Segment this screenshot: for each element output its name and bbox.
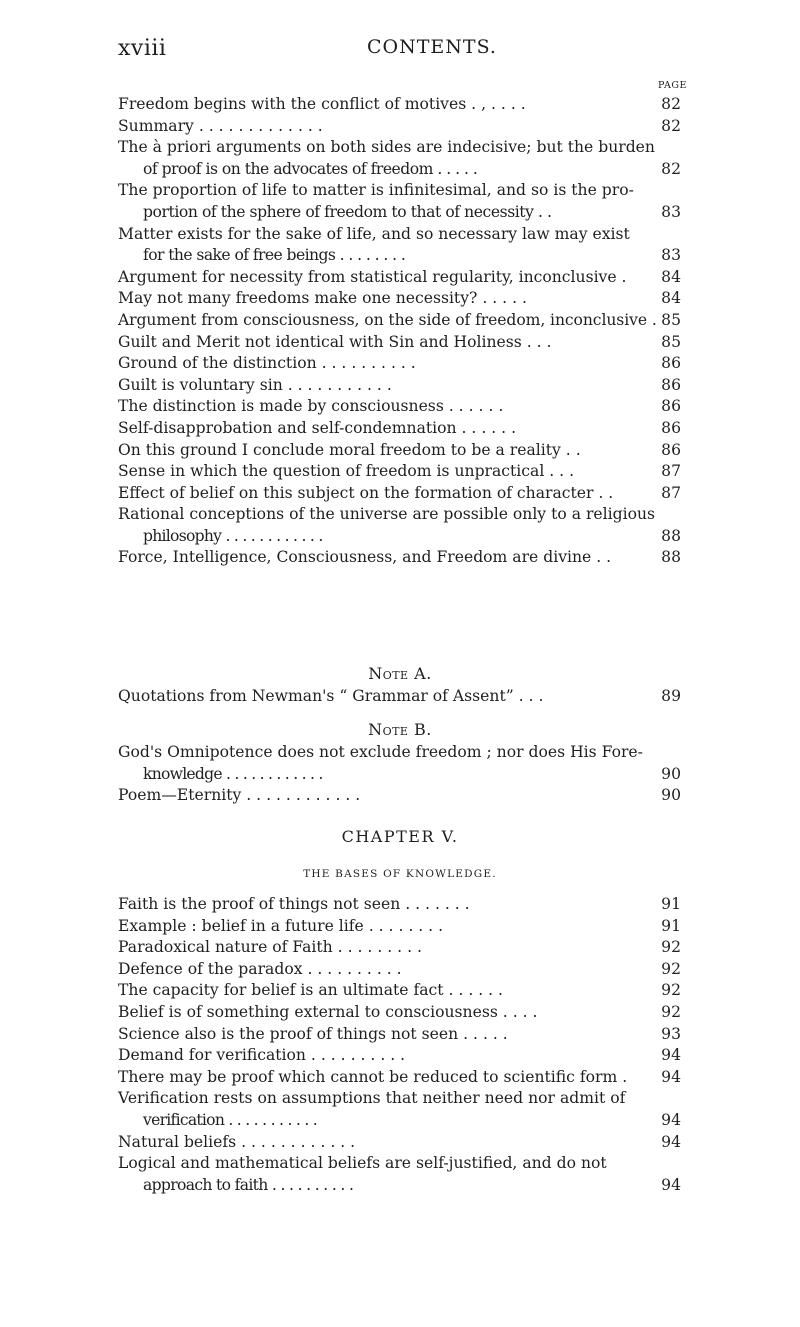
toc-entry [118, 1067, 681, 1089]
toc-page-number: 86 [661, 375, 681, 394]
toc-entry-text: Demand for verification . . . . . . . . . . [118, 1046, 406, 1065]
toc-entry [118, 937, 681, 959]
toc-entry [118, 461, 681, 483]
toc-page-number: 82 [661, 116, 681, 135]
toc-page-number: 94 [661, 1046, 681, 1065]
toc-entry-text: May not many freedoms make one necessity? . . . . . [118, 289, 527, 308]
toc-entry [118, 1002, 681, 1024]
toc-page-number: 91 [661, 895, 681, 913]
toc-entry [118, 375, 681, 397]
toc-entry-text: Logical and mathematical beliefs are self-justified, and do not [118, 1154, 607, 1173]
chapter-title: CHAPTER V. [341, 827, 459, 846]
toc-page-number: 83 [661, 246, 681, 265]
toc-entry-text: Self-disapprobation and self-condemnation . . . . . . [118, 418, 517, 437]
toc-page-number: 94 [661, 1067, 681, 1086]
toc-section-2 [118, 894, 681, 1196]
toc-section-1 [118, 94, 681, 569]
toc-entry-text: Effect of belief on this subject on the formation of character . . [118, 483, 614, 502]
toc-entry [118, 916, 681, 938]
toc-entry [118, 224, 681, 267]
toc-entry [118, 785, 681, 807]
toc-entry [118, 1045, 681, 1067]
note-b-list [118, 742, 681, 807]
toc-page-number: 85 [661, 332, 681, 351]
toc-page-number: 82 [661, 159, 681, 178]
toc-entry-continuation: of proof is on the advocates of freedom . . . . . [143, 159, 478, 178]
toc-entry [118, 332, 681, 354]
toc-page-number: 91 [661, 916, 681, 935]
toc-page-number: 84 [661, 289, 681, 308]
toc-entry-text: Rational conceptions of the universe are possible only to a religious [118, 505, 656, 524]
toc-entry-continuation: for the sake of free beings . . . . . . . . [143, 246, 406, 265]
toc-entry [118, 1024, 681, 1046]
toc-entry-text: Freedom begins with the conflict of motives . , . . . . [118, 95, 526, 113]
toc-entry-continuation: verification . . . . . . . . . . . [143, 1110, 318, 1129]
toc-entry [118, 310, 681, 332]
toc-page-number: 83 [661, 202, 681, 221]
toc-page-number: 86 [661, 418, 681, 437]
toc-entry [118, 353, 681, 375]
toc-entry-text: The capacity for belief is an ultimate fact . . . . . . [118, 981, 504, 1000]
toc-entry [118, 94, 681, 116]
toc-page-number: 90 [661, 764, 681, 783]
page-column-label: PAGE [658, 80, 687, 91]
chapter-subtitle: THE BASES OF KNOWLEDGE. [303, 868, 497, 880]
toc-entry [118, 396, 681, 418]
toc-entry-text: God's Omnipotence does not exclude freedom ; nor does His Fore- [118, 743, 643, 761]
toc-entry-text: Paradoxical nature of Faith . . . . . . . . . [118, 938, 422, 957]
toc-page-number: 89 [661, 687, 681, 705]
toc-entry-text: The distinction is made by consciousness . . . . . . [118, 397, 504, 416]
toc-entry [118, 1132, 681, 1154]
toc-page-number: 87 [661, 462, 681, 481]
toc-page-number: 88 [661, 548, 681, 567]
toc-entry [118, 137, 681, 180]
toc-entry-text: Ground of the distinction . . . . . . . . . . [118, 354, 416, 373]
toc-entry-text: Defence of the paradox . . . . . . . . . . [118, 959, 402, 978]
toc-page-number: 92 [661, 981, 681, 1000]
toc-page-number: 86 [661, 354, 681, 373]
toc-page-number: 84 [661, 267, 681, 286]
toc-entry-text: Argument for necessity from statistical regularity, inconclusive . [118, 267, 627, 286]
toc-entry [118, 418, 681, 440]
toc-entry [118, 1153, 681, 1196]
toc-entry-text: Argument from consciousness, on the side of freedom, inconclusive . [118, 310, 657, 329]
toc-entry-text: There may be proof which cannot be reduced to scientific form . [118, 1067, 628, 1086]
toc-page-number: 86 [661, 440, 681, 459]
toc-entry [118, 504, 681, 547]
toc-entry-text: Summary . . . . . . . . . . . . . [118, 116, 323, 135]
toc-page-number: 85 [661, 310, 681, 329]
toc-entry [118, 980, 681, 1002]
note-a-list [118, 686, 681, 708]
toc-entry-text: Faith is the proof of things not seen . . . . . . . [118, 895, 470, 913]
note-b-heading: Note B. [368, 720, 432, 739]
toc-page-number: 93 [661, 1024, 681, 1043]
toc-entry-text: The à priori arguments on both sides are indecisive; but the burden [118, 138, 655, 157]
toc-entry [118, 742, 681, 785]
toc-entry [118, 180, 681, 223]
toc-page-number: 94 [661, 1110, 681, 1129]
toc-page-number: 92 [661, 1002, 681, 1021]
toc-entry-text: Quotations from Newman's “ Grammar of Assent” . . . [118, 687, 544, 705]
toc-entry-text: Science also is the proof of things not seen . . . . . [118, 1024, 508, 1043]
toc-entry-continuation: portion of the sphere of freedom to that of necessity . . [143, 202, 552, 221]
toc-entry-text: On this ground I conclude moral freedom to be a reality . . [118, 440, 581, 459]
toc-page-number: 87 [661, 483, 681, 502]
toc-entry [118, 686, 681, 708]
toc-entry-continuation: knowledge . . . . . . . . . . . . [143, 764, 323, 783]
toc-entry [118, 894, 681, 916]
toc-entry-text: Belief is of something external to consciousness . . . . [118, 1002, 538, 1021]
toc-entry-text: Sense in which the question of freedom is unpractical . . . [118, 462, 575, 481]
toc-page-number: 88 [661, 526, 681, 545]
toc-entry [118, 547, 681, 569]
toc-page-number: 92 [661, 938, 681, 957]
toc-entry-text: Guilt is voluntary sin . . . . . . . . . . . [118, 375, 392, 394]
toc-entry [118, 440, 681, 462]
toc-page-number: 86 [661, 397, 681, 416]
toc-entry [118, 959, 681, 981]
page-number-roman: xviii [118, 36, 167, 61]
toc-entry [118, 116, 681, 138]
toc-entry-text: Matter exists for the sake of life, and so necessary law may exist [118, 224, 630, 243]
toc-page-number: 90 [661, 786, 681, 805]
toc-entry [118, 483, 681, 505]
toc-page-number: 94 [661, 1132, 681, 1151]
toc-entry-continuation: philosophy . . . . . . . . . . . . [143, 526, 323, 545]
toc-entry-text: The proportion of life to matter is infinitesimal, and so is the pro- [118, 181, 634, 200]
running-head: CONTENTS. [367, 36, 497, 58]
toc-entry-text: Example : belief in a future life . . . . . . . . [118, 916, 444, 935]
toc-entry-text: Guilt and Merit not identical with Sin and Holiness . . . [118, 332, 552, 351]
toc-entry-continuation: approach to faith . . . . . . . . . . [143, 1175, 354, 1194]
toc-entry-text: Verification rests on assumptions that neither need nor admit of [118, 1089, 626, 1108]
toc-entry-text: Force, Intelligence, Consciousness, and Freedom are divine . . [118, 548, 612, 567]
toc-entry [118, 1088, 681, 1131]
toc-page-number: 94 [661, 1175, 681, 1194]
toc-page-number: 92 [661, 959, 681, 978]
toc-entry-text: Natural beliefs . . . . . . . . . . . . [118, 1132, 356, 1151]
toc-entry [118, 267, 681, 289]
note-a-heading: Note A. [368, 664, 432, 683]
toc-page-number: 82 [661, 95, 681, 113]
toc-entry-text: Poem—Eternity . . . . . . . . . . . . [118, 786, 361, 805]
toc-entry [118, 288, 681, 310]
